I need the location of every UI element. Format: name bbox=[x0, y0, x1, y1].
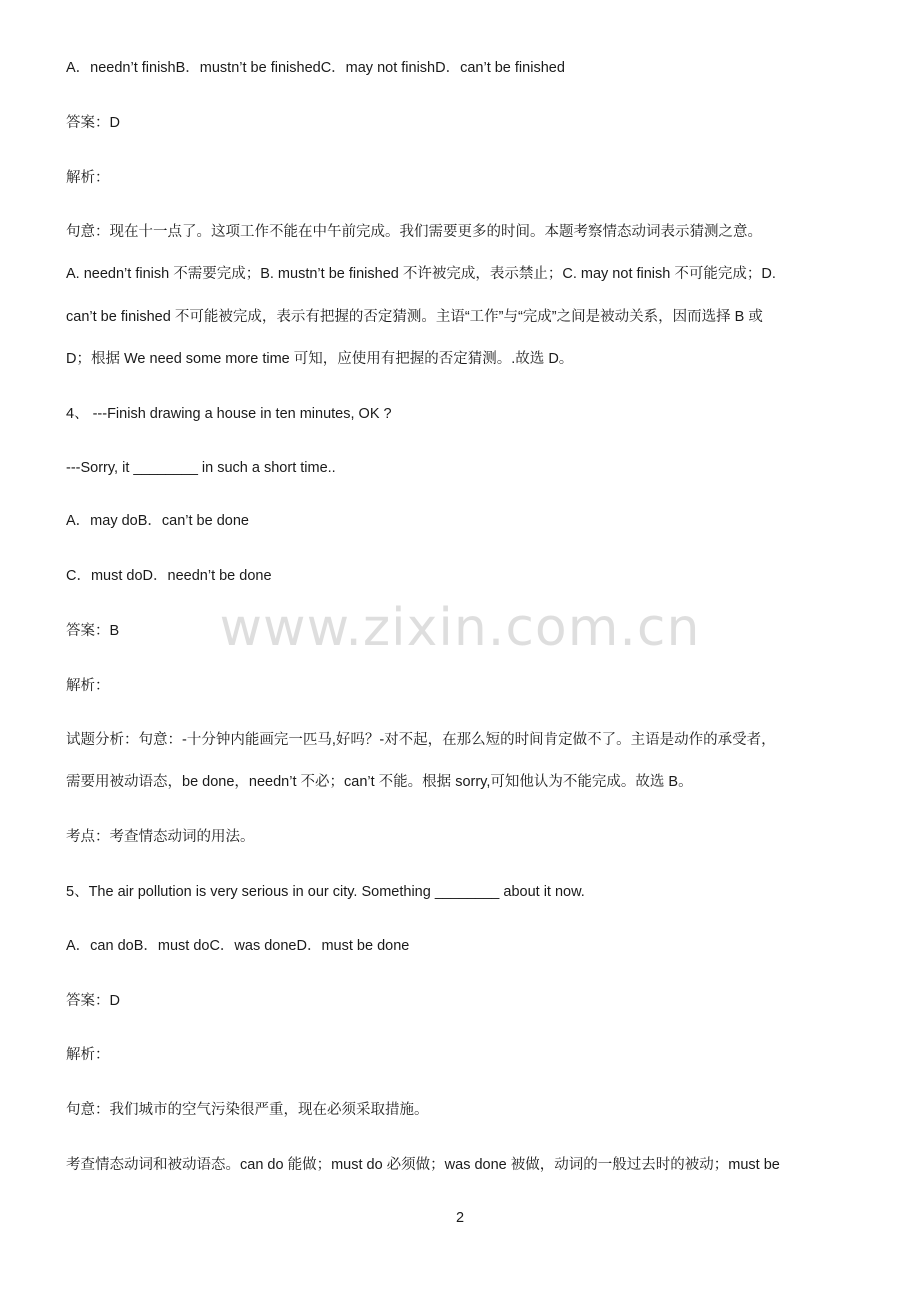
question-3-analysis-line-3: can’t be finished 不可能被完成，表示有把握的否定猜测。主语“工作”与“完成”之间是被动关系，因而选择 B 或 bbox=[66, 309, 763, 325]
question-4-options-cd: C．must doD．needn’t be done bbox=[66, 568, 272, 584]
question-4-options-ab: A．may doB．can’t be done bbox=[66, 513, 249, 529]
question-3-analysis-label: 解析： bbox=[66, 170, 110, 186]
question-3-analysis-line-1: 句意：现在十一点了。这项工作不能在中午前完成。我们需要更多的时间。本题考察情态动词表示猜测之意。 bbox=[66, 224, 762, 240]
question-3-options: A．needn’t finishB．mustn’t be finishedC．may not finishD．can’t be finished bbox=[66, 60, 565, 76]
question-5-translation: 句意：我们城市的空气污染很严重，现在必须采取措施。 bbox=[66, 1102, 429, 1118]
page-number: 2 bbox=[455, 1210, 465, 1226]
question-4-answer: 答案：B bbox=[66, 623, 120, 639]
question-4-exam-point: 考点：考查情态动词的用法。 bbox=[66, 829, 255, 845]
question-3-answer: 答案：D bbox=[66, 115, 120, 131]
question-5-analysis-label: 解析： bbox=[66, 1047, 110, 1063]
question-5-analysis-line-1: 考查情态动词和被动语态。can do 能做；must do 必须做；was done 被做，动词的一般过去时的被动；must be bbox=[66, 1157, 780, 1173]
question-5-options: A．can doB．must doC．was doneD．must be done bbox=[66, 938, 410, 954]
question-4-reply: ---Sorry, it ________ in such a short time.. bbox=[66, 460, 336, 476]
question-4-analysis-line-2: 需要用被动语态，be done，needn’t 不必；can’t 不能。根据 sorry,可知他认为不能完成。故选 B。 bbox=[66, 774, 693, 790]
question-3-analysis-line-2: A. needn’t finish 不需要完成；B. mustn’t be finished 不许被完成，表示禁止；C. may not finish 不可能完成；D. bbox=[66, 266, 776, 282]
watermark: www.zixin.com.cn bbox=[219, 598, 701, 658]
question-5-answer: 答案：D bbox=[66, 993, 120, 1009]
question-4-analysis-label: 解析： bbox=[66, 678, 110, 694]
question-4-prompt: 4、 ---Finish drawing a house in ten minutes, OK ? bbox=[66, 406, 392, 422]
question-3-analysis-line-4: D；根据 We need some more time 可知，应使用有把握的否定猜测。.故选 D。 bbox=[66, 351, 574, 367]
question-4-analysis-line-1: 试题分析：句意：-十分钟内能画完一匹马,好吗？-对不起，在那么短的时间肯定做不了。主语是动作的承受者， bbox=[66, 732, 776, 748]
question-5-prompt: 5、The air pollution is very serious in our city. Something ________ about it now. bbox=[66, 884, 585, 900]
